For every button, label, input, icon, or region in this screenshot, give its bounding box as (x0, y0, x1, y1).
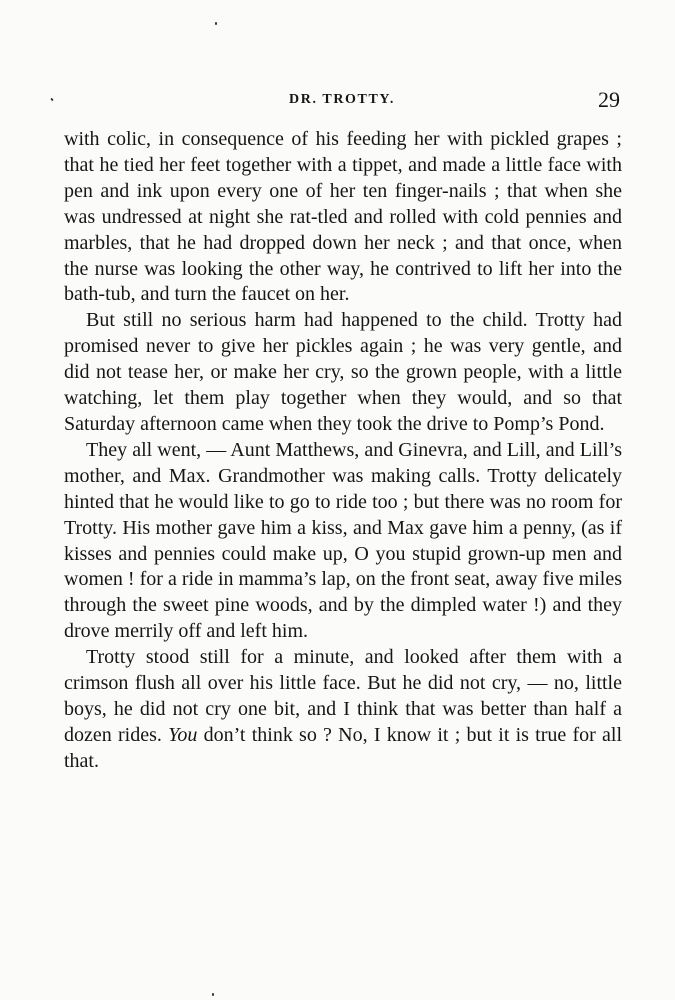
running-head (62, 88, 622, 114)
body-text (64, 127, 622, 775)
speck-mark (212, 993, 214, 996)
running-title: DR. TROTTY. (289, 92, 395, 107)
paragraph-4 (64, 645, 622, 775)
paragraph-2: But still no serious harm had happened to the child. Trotty had promised never to give her pickles again ; he was very gentle, and did not tease her, or make her cry, so the grown people, with a little watching, let them play together when they would, and so that Saturday afternoon came when they took the drive to Pomp’s Pond. (64, 309, 622, 435)
speck-mark (50, 98, 53, 102)
speck-mark (215, 22, 217, 25)
paragraph-3: They all went, — Aunt Matthews, and Ginevra, and Lill, and Lill’s mother, and Max. Grandmother was making calls. Trotty delicately hinted that he would like to go to ride too ; but there was no room for Trotty. His mother gave him a kiss, and Max gave him a penny, (as if kisses and pennies could make up, O you stupid grown-up men and women ! for a ride in mamma’s lap, on the front seat, away five miles through the sweet pine woods, and by the dimpled water !) and they drove merrily off and left him. (64, 438, 622, 643)
emphasized-word: You (168, 723, 198, 746)
paragraph-4-text-after: don’t think so ? No, I know it ; but it is true for all that. (64, 723, 623, 772)
paragraph-1: with colic, in consequence of his feeding her with pickled grapes ; that he tied her feet together with a tippet, and made a little face with pen and ink upon every one of her ten finger-nails ; that when she was undressed at night she rat-tled and rolled with cold pennies and marbles, that he had dropped down her neck ; and that once, when the nurse was looking the other way, he contrived to lift her into the bath-tub, and turn the faucet on her. (64, 128, 622, 306)
page-number: 29 (598, 87, 620, 112)
paragraph-4-text-before: Trotty stood still for a minute, and looked after them with a crimson flush all over his little face. But he did not cry, — no, little boys, he did not cry one bit, and I think that was better than half a dozen rides. (64, 646, 622, 746)
